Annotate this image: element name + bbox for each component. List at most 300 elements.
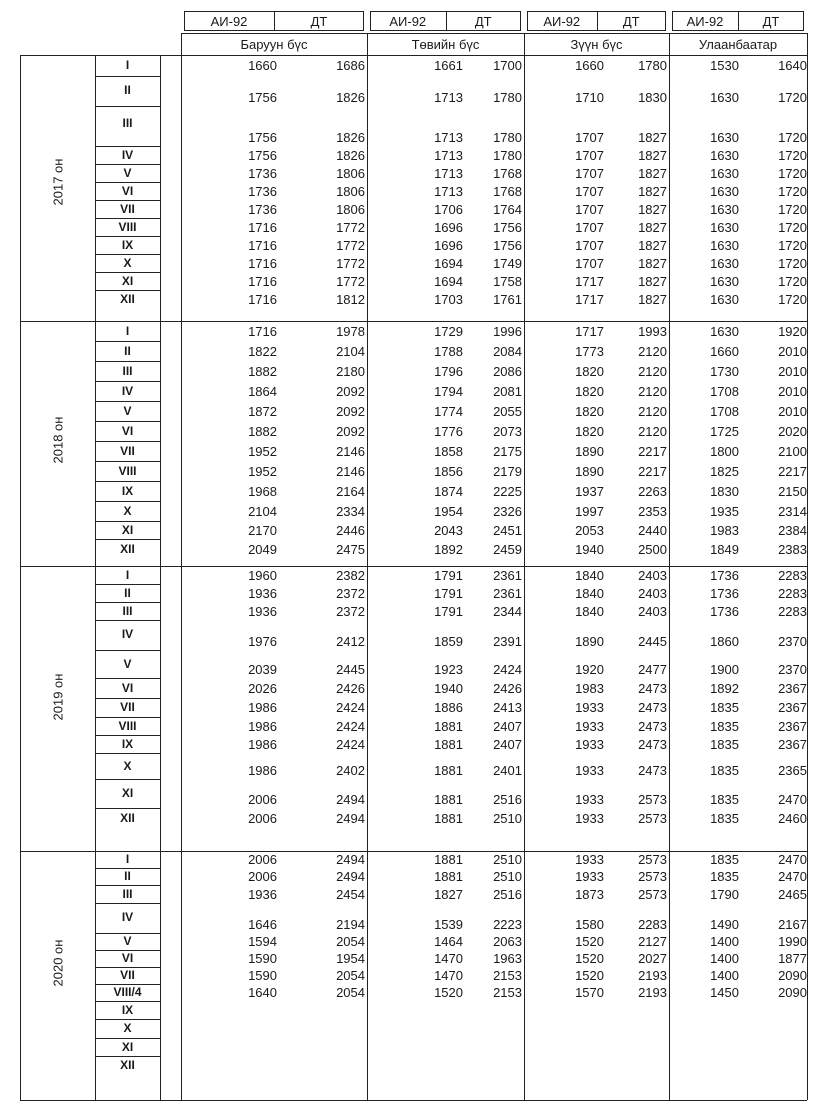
month-row-line (95, 254, 160, 255)
dt-price-cell: 2403 (638, 586, 667, 601)
ai92-price-cell: 1859 (434, 634, 463, 649)
month-label: VII (120, 700, 135, 714)
ai92-price-cell: 1840 (575, 604, 604, 619)
dt-price-cell: 1772 (336, 220, 365, 235)
ai92-price-cell: 1835 (710, 763, 739, 778)
ai92-price-cell: 1660 (575, 58, 604, 73)
month-label: X (123, 256, 132, 270)
month-row-line (95, 650, 160, 651)
dt-price-cell: 1812 (336, 292, 365, 307)
dt-price-cell: 2283 (778, 568, 807, 583)
dt-price-cell: 1996 (493, 324, 522, 339)
ai92-price-cell: 1703 (434, 292, 463, 307)
dt-price-cell: 1978 (336, 324, 365, 339)
ai92-price-cell: 1856 (434, 464, 463, 479)
dt-price-cell: 2510 (493, 869, 522, 884)
dt-price-cell: 2573 (638, 792, 667, 807)
month-row-line (95, 218, 160, 219)
dt-price-cell: 1780 (493, 130, 522, 145)
month-row-line (95, 903, 160, 904)
month-row-line (95, 602, 160, 603)
ai92-price-cell: 1590 (248, 951, 277, 966)
month-label: II (124, 869, 131, 883)
dt-price-cell: 1827 (638, 220, 667, 235)
ai92-price-cell: 1936 (248, 586, 277, 601)
dt-price-cell: 2167 (778, 917, 807, 932)
month-label: IV (121, 384, 134, 398)
ai92-price-cell: 1520 (575, 934, 604, 949)
dt-price-cell: 2193 (638, 968, 667, 983)
month-label: V (123, 166, 132, 180)
month-label: XI (121, 1040, 134, 1054)
dt-price-cell: 2054 (336, 985, 365, 1000)
dt-price-cell: 2223 (493, 917, 522, 932)
ai92-price-cell: 1840 (575, 568, 604, 583)
dt-price-cell: 2361 (493, 586, 522, 601)
dt-price-cell: 1720 (778, 90, 807, 105)
month-label: X (123, 504, 132, 518)
month-row-line (95, 717, 160, 718)
ai92-price-cell: 1630 (710, 184, 739, 199)
ai92-price-cell: 1729 (434, 324, 463, 339)
table-right-line (807, 33, 808, 1100)
ai92-price-cell: 1923 (434, 662, 463, 677)
dt-price-cell: 1720 (778, 274, 807, 289)
ai92-price-cell: 1450 (710, 985, 739, 1000)
month-row-line (95, 182, 160, 183)
ai92-price-cell: 1933 (575, 700, 604, 715)
month-label: VII (120, 202, 135, 216)
dt-price-cell: 1749 (493, 256, 522, 271)
ai92-price-cell: 1890 (575, 464, 604, 479)
ai92-price-cell: 1716 (248, 238, 277, 253)
dt-price-cell: 1720 (778, 202, 807, 217)
dt-price-cell: 2367 (778, 700, 807, 715)
dt-price-cell: 1764 (493, 202, 522, 217)
month-label: III (122, 604, 133, 618)
month-label: XII (120, 811, 135, 825)
month-label: VIII (118, 220, 137, 234)
dt-price-cell: 2010 (778, 344, 807, 359)
dt-price-cell: 2365 (778, 763, 807, 778)
ai92-price-cell: 1986 (248, 737, 277, 752)
dt-price-cell: 2426 (493, 681, 522, 696)
dt-price-cell: 2413 (493, 700, 522, 715)
fuel-label-dt: ДТ (310, 14, 328, 29)
ai92-price-cell: 1835 (710, 792, 739, 807)
year-separator (20, 851, 807, 852)
dt-price-cell: 2475 (336, 542, 365, 557)
dt-price-cell: 1993 (638, 324, 667, 339)
dt-price-cell: 2451 (493, 523, 522, 538)
ai92-price-cell: 1960 (248, 568, 277, 583)
month-label: III (122, 887, 133, 901)
ai92-price-cell: 1800 (710, 444, 739, 459)
month-row-line (95, 76, 160, 77)
ai92-price-cell: 1825 (710, 464, 739, 479)
ai92-price-cell: 1707 (575, 166, 604, 181)
ai92-price-cell: 1694 (434, 274, 463, 289)
dt-price-cell: 2063 (493, 934, 522, 949)
dt-price-cell: 2402 (336, 763, 365, 778)
dt-price-cell: 1780 (493, 90, 522, 105)
ai92-price-cell: 1640 (248, 985, 277, 1000)
dt-price-cell: 2510 (493, 811, 522, 826)
ai92-price-cell: 1881 (434, 763, 463, 778)
ai92-price-cell: 1707 (575, 202, 604, 217)
fuel-label-ai92: АИ-92 (389, 14, 427, 29)
month-label: III (122, 116, 133, 130)
dt-price-cell: 1830 (638, 90, 667, 105)
month-label: VII (120, 968, 135, 982)
table-bottom-line (20, 1100, 807, 1101)
ai92-price-cell: 1983 (710, 523, 739, 538)
dt-price-cell: 2367 (778, 719, 807, 734)
ai92-price-cell: 2006 (248, 811, 277, 826)
month-label: XII (120, 1058, 135, 1072)
year-label: 2018 он (50, 416, 65, 464)
month-row-line (95, 341, 160, 342)
dt-price-cell: 1720 (778, 130, 807, 145)
ai92-price-cell: 1470 (434, 951, 463, 966)
dt-price-cell: 1720 (778, 292, 807, 307)
month-label: VIII/4 (113, 985, 142, 999)
dt-price-cell: 2020 (778, 424, 807, 439)
ai92-price-cell: 1968 (248, 484, 277, 499)
ai92-price-cell: 1820 (575, 384, 604, 399)
dt-price-cell: 2153 (493, 985, 522, 1000)
month-label: I (125, 852, 130, 866)
dt-price-cell: 1827 (638, 130, 667, 145)
ai92-price-cell: 1696 (434, 238, 463, 253)
month-row-line (95, 885, 160, 886)
dt-price-cell: 1877 (778, 951, 807, 966)
ai92-price-cell: 1660 (710, 344, 739, 359)
ai92-price-cell: 1872 (248, 404, 277, 419)
month-row-line (95, 481, 160, 482)
ai92-price-cell: 1713 (434, 184, 463, 199)
ai92-price-cell: 1881 (434, 792, 463, 807)
dt-price-cell: 2424 (336, 700, 365, 715)
ai92-price-cell: 1630 (710, 166, 739, 181)
dt-price-cell: 1700 (493, 58, 522, 73)
dt-price-cell: 1827 (638, 292, 667, 307)
fuel-label-dt: ДТ (474, 14, 492, 29)
ai92-price-cell: 1776 (434, 424, 463, 439)
month-label: XII (120, 292, 135, 306)
ai92-price-cell: 1630 (710, 274, 739, 289)
ai92-price-cell: 1490 (710, 917, 739, 932)
ai92-price-cell: 1696 (434, 220, 463, 235)
month-row-line (95, 779, 160, 780)
dt-price-cell: 2477 (638, 662, 667, 677)
dt-price-cell: 2073 (493, 424, 522, 439)
fuel-label-dt: ДТ (762, 14, 780, 29)
dt-price-cell: 2353 (638, 504, 667, 519)
ai92-price-cell: 1736 (710, 586, 739, 601)
ai92-price-cell: 1873 (575, 887, 604, 902)
dt-price-cell: 1806 (336, 184, 365, 199)
dt-price-cell: 1806 (336, 166, 365, 181)
year-label: 2020 он (50, 939, 65, 986)
ai92-price-cell: 1933 (575, 719, 604, 734)
dt-price-cell: 2054 (336, 934, 365, 949)
dt-price-cell: 1720 (778, 238, 807, 253)
ai92-price-cell: 1881 (434, 869, 463, 884)
ai92-price-cell: 1707 (575, 220, 604, 235)
ai92-price-cell: 1835 (710, 852, 739, 867)
dt-price-cell: 2370 (778, 662, 807, 677)
ai92-price-cell: 1716 (248, 292, 277, 307)
region-label: Төвийн бүс (411, 37, 480, 52)
month-row-line (95, 620, 160, 621)
ai92-price-cell: 1791 (434, 604, 463, 619)
ai92-price-cell: 1570 (575, 985, 604, 1000)
ai92-price-cell: 1713 (434, 130, 463, 145)
dt-price-cell: 1640 (778, 58, 807, 73)
ai92-price-cell: 2043 (434, 523, 463, 538)
month-label: I (125, 568, 130, 582)
ai92-price-cell: 1717 (575, 324, 604, 339)
dt-price-cell: 2090 (778, 968, 807, 983)
dt-price-cell: 2263 (638, 484, 667, 499)
fuel-label-ai92: АИ-92 (686, 14, 724, 29)
month-right-line (160, 55, 161, 1100)
dt-price-cell: 2054 (336, 968, 365, 983)
month-label: VI (121, 424, 134, 438)
dt-price-cell: 2370 (778, 634, 807, 649)
ai92-price-cell: 1400 (710, 951, 739, 966)
month-label: V (123, 934, 132, 948)
region-label: Зүүн бүс (570, 37, 623, 52)
ai92-price-cell: 1774 (434, 404, 463, 419)
ai92-price-cell: 1892 (434, 542, 463, 557)
month-label: XI (121, 274, 134, 288)
ai92-price-cell: 1864 (248, 384, 277, 399)
dt-price-cell: 2055 (493, 404, 522, 419)
ai92-price-cell: 1933 (575, 792, 604, 807)
ai92-price-cell: 2006 (248, 792, 277, 807)
ai92-price-cell: 1708 (710, 384, 739, 399)
ai92-price-cell: 1874 (434, 484, 463, 499)
ai92-price-cell: 2104 (248, 504, 277, 519)
dt-price-cell: 2516 (493, 792, 522, 807)
month-row-line (95, 164, 160, 165)
ai92-price-cell: 1835 (710, 700, 739, 715)
dt-price-cell: 2470 (778, 869, 807, 884)
ai92-price-cell: 1937 (575, 484, 604, 499)
dt-price-cell: 2120 (638, 364, 667, 379)
ai92-price-cell: 1890 (575, 444, 604, 459)
ai92-price-cell: 1796 (434, 364, 463, 379)
dt-price-cell: 1761 (493, 292, 522, 307)
ai92-price-cell: 1849 (710, 542, 739, 557)
dt-price-cell: 2573 (638, 869, 667, 884)
ai92-price-cell: 1920 (575, 662, 604, 677)
dt-price-cell: 1756 (493, 220, 522, 235)
ai92-price-cell: 1713 (434, 166, 463, 181)
dt-price-cell: 2086 (493, 364, 522, 379)
month-row-line (95, 441, 160, 442)
dt-price-cell: 2470 (778, 852, 807, 867)
ai92-price-cell: 1520 (575, 951, 604, 966)
ai92-price-cell: 1630 (710, 292, 739, 307)
dt-price-cell: 2510 (493, 852, 522, 867)
ai92-price-cell: 1520 (434, 985, 463, 1000)
ai92-price-cell: 1756 (248, 148, 277, 163)
month-row-line (95, 1056, 160, 1057)
dt-price-cell: 1827 (638, 202, 667, 217)
ai92-price-cell: 1707 (575, 184, 604, 199)
dt-price-cell: 2217 (778, 464, 807, 479)
dt-price-cell: 2092 (336, 384, 365, 399)
dt-price-cell: 2175 (493, 444, 522, 459)
dt-price-cell: 2465 (778, 887, 807, 902)
ai92-price-cell: 1858 (434, 444, 463, 459)
dt-price-cell: 2372 (336, 586, 365, 601)
ai92-price-cell: 1976 (248, 634, 277, 649)
dt-price-cell: 1827 (638, 148, 667, 163)
month-label: XII (120, 542, 135, 556)
dt-price-cell: 1827 (638, 256, 667, 271)
ai92-price-cell: 1708 (710, 404, 739, 419)
dt-price-cell: 2100 (778, 444, 807, 459)
ai92-price-cell: 1660 (248, 58, 277, 73)
month-label: IV (121, 627, 134, 641)
ai92-price-cell: 1892 (710, 681, 739, 696)
dt-price-cell: 2473 (638, 737, 667, 752)
dt-price-cell: 2283 (638, 917, 667, 932)
dt-price-cell: 2446 (336, 523, 365, 538)
dt-price-cell: 1827 (638, 238, 667, 253)
month-label: X (123, 1021, 132, 1035)
month-label: I (125, 58, 130, 72)
dt-price-cell: 2516 (493, 887, 522, 902)
dt-price-cell: 2225 (493, 484, 522, 499)
region-header-top (181, 33, 807, 34)
ai92-price-cell: 1464 (434, 934, 463, 949)
month-label: VI (121, 951, 134, 965)
dt-price-cell: 2494 (336, 852, 365, 867)
ai92-price-cell: 1736 (710, 568, 739, 583)
dt-price-cell: 2470 (778, 792, 807, 807)
dt-price-cell: 2146 (336, 464, 365, 479)
ai92-price-cell: 1630 (710, 220, 739, 235)
dt-price-cell: 2146 (336, 444, 365, 459)
month-label: VI (121, 681, 134, 695)
dt-price-cell: 1720 (778, 220, 807, 235)
ai92-price-cell: 1900 (710, 662, 739, 677)
ai92-price-cell: 1630 (710, 148, 739, 163)
ai92-price-cell: 1954 (434, 504, 463, 519)
month-row-line (95, 272, 160, 273)
ai92-price-cell: 1736 (710, 604, 739, 619)
dt-price-cell: 1720 (778, 256, 807, 271)
dt-price-cell: 2500 (638, 542, 667, 557)
dt-price-cell: 2440 (638, 523, 667, 538)
dt-price-cell: 2217 (638, 444, 667, 459)
dt-price-cell: 1826 (336, 90, 365, 105)
ai92-price-cell: 1835 (710, 869, 739, 884)
ai92-price-cell: 1886 (434, 700, 463, 715)
dt-price-cell: 1768 (493, 184, 522, 199)
dt-price-cell: 1758 (493, 274, 522, 289)
month-row-line (95, 521, 160, 522)
ai92-price-cell: 1530 (710, 58, 739, 73)
ai92-price-cell: 1881 (434, 719, 463, 734)
dt-price-cell: 2573 (638, 811, 667, 826)
month-row-line (95, 698, 160, 699)
ai92-price-cell: 1710 (575, 90, 604, 105)
dt-price-cell: 2164 (336, 484, 365, 499)
dt-price-cell: 2217 (638, 464, 667, 479)
dt-price-cell: 2314 (778, 504, 807, 519)
dt-price-cell: 2367 (778, 681, 807, 696)
ai92-price-cell: 1707 (575, 256, 604, 271)
ai92-price-cell: 2170 (248, 523, 277, 538)
ai92-price-cell: 1986 (248, 719, 277, 734)
month-row-line (95, 236, 160, 237)
ai92-price-cell: 1594 (248, 934, 277, 949)
ai92-price-cell: 1933 (575, 737, 604, 752)
fuel-label-ai92: АИ-92 (210, 14, 248, 29)
year-label: 2019 он (50, 673, 65, 721)
dt-price-cell: 1827 (638, 166, 667, 181)
dt-price-cell: 1990 (778, 934, 807, 949)
month-label: II (124, 83, 131, 97)
ai92-price-cell: 1716 (248, 324, 277, 339)
ai92-price-cell: 1790 (710, 887, 739, 902)
dt-price-cell: 2391 (493, 634, 522, 649)
dt-price-cell: 2179 (493, 464, 522, 479)
ai92-price-cell: 1983 (575, 681, 604, 696)
ai92-price-cell: 1827 (434, 887, 463, 902)
year-label: 2017 он (50, 158, 65, 205)
ai92-price-cell: 1882 (248, 364, 277, 379)
ai92-price-cell: 1952 (248, 464, 277, 479)
ai92-price-cell: 2053 (575, 523, 604, 538)
dt-price-cell: 2120 (638, 344, 667, 359)
dt-price-cell: 2473 (638, 681, 667, 696)
dt-price-cell: 2494 (336, 792, 365, 807)
month-label: IX (121, 238, 134, 252)
ai92-price-cell: 1986 (248, 763, 277, 778)
dt-price-cell: 2382 (336, 568, 365, 583)
ai92-price-cell: 1400 (710, 934, 739, 949)
ai92-price-cell: 1707 (575, 148, 604, 163)
dt-price-cell: 2092 (336, 424, 365, 439)
ai92-price-cell: 1936 (248, 887, 277, 902)
ai92-price-cell: 1630 (710, 238, 739, 253)
ai92-price-cell: 1822 (248, 344, 277, 359)
month-label: VII (120, 444, 135, 458)
dt-price-cell: 2494 (336, 869, 365, 884)
ai92-price-cell: 1539 (434, 917, 463, 932)
dt-price-cell: 2407 (493, 719, 522, 734)
dt-price-cell: 2367 (778, 737, 807, 752)
ai92-price-cell: 1716 (248, 274, 277, 289)
month-label: IV (121, 910, 134, 924)
ai92-price-cell: 1835 (710, 719, 739, 734)
dt-price-cell: 2573 (638, 852, 667, 867)
month-label: V (123, 657, 132, 671)
region-label: Баруун бүс (240, 37, 308, 52)
month-row-line (95, 539, 160, 540)
dt-price-cell: 2424 (336, 737, 365, 752)
month-label: IV (121, 148, 134, 162)
ai92-price-cell: 1630 (710, 324, 739, 339)
ai92-price-cell: 1933 (575, 869, 604, 884)
